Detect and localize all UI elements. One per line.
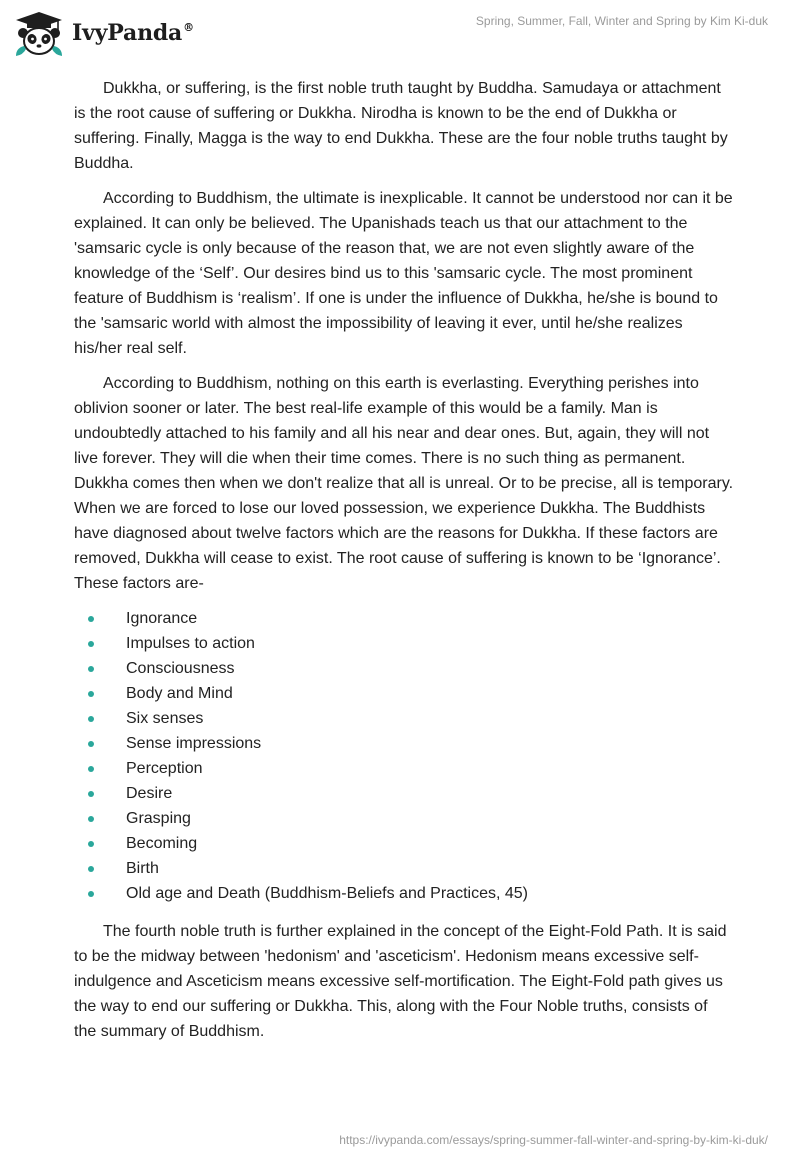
factors-list [74, 606, 734, 906]
registered-mark: ® [183, 21, 194, 34]
list-item [74, 781, 734, 806]
list-item [74, 656, 734, 681]
bullet-icon [88, 741, 94, 747]
list-item [74, 681, 734, 706]
bullet-icon [88, 766, 94, 772]
paragraph-3: According to Buddhism, nothing on this earth is everlasting. Everything perishes into oblivion sooner or later. The best real-life example of this would be a family. Man is undoubtedly attached to his family and all his near and dear ones. But, again, they will not live forever. They will die when their time comes. There is no such thing as permanent. Dukkha comes then when we don't realize that all is unreal. Or to be precise, all is temporary. When we are forced to lose our loved possession, we experience Dukkha. The Buddhists have diagnosed about twelve factors which are the reasons for Dukkha. If these factors are removed, Dukkha will cease to exist. The root cause of suffering is known to be ‘Ignorance’. These factors are- [74, 375, 734, 592]
panda-graduate-icon [14, 10, 64, 56]
list-item-text: Ignorance [126, 610, 198, 627]
ivypanda-logo[interactable] [14, 8, 194, 58]
logo-text: IvyPanda [72, 20, 183, 46]
bullet-icon [88, 641, 94, 647]
list-item-text: Old age and Death (Buddhism-Beliefs and Practices, 45) [126, 885, 528, 902]
list-item [74, 606, 734, 631]
bullet-icon [88, 816, 94, 822]
bullet-icon [88, 666, 94, 672]
list-item [74, 706, 734, 731]
list-item [74, 856, 734, 881]
bullet-icon [88, 716, 94, 722]
list-item-text: Becoming [126, 835, 198, 852]
bullet-icon [88, 791, 94, 797]
list-item [74, 881, 734, 906]
list-item-text: Sense impressions [126, 735, 262, 752]
list-item-text: Six senses [126, 710, 204, 727]
bullet-icon [88, 866, 94, 872]
document-title: Spring, Summer, Fall, Winter and Spring by Kim Ki-duk [475, 14, 768, 28]
essay-body [74, 76, 734, 1054]
list-item [74, 831, 734, 856]
list-item-text: Consciousness [126, 660, 235, 677]
bullet-icon [88, 841, 94, 847]
paragraph-4: The fourth noble truth is further explained in the concept of the Eight-Fold Path. It is said to be the midway between 'hedonism' and 'asceticism'. Hedonism means excessive self-indulgence and Asceticism means excessive self-mortification. The Eight-Fold path gives us the way to end our suffering or Dukkha. This, along with the Four Noble truths, consists of the summary of Buddhism. [74, 923, 727, 1040]
list-item [74, 756, 734, 781]
source-url[interactable]: https://ivypanda.com/essays/spring-summer-fall-winter-and-spring-by-kim-ki-duk/ [339, 1133, 768, 1147]
list-item-text: Body and Mind [126, 685, 233, 702]
list-item-text: Desire [126, 785, 173, 802]
list-item-text: Impulses to action [126, 635, 255, 652]
list-item-text: Perception [126, 760, 203, 777]
bullet-icon [88, 616, 94, 622]
bullet-icon [88, 891, 94, 897]
page-header [0, 0, 800, 70]
paragraph-1: Dukkha, or suffering, is the first noble truth taught by Buddha. Samudaya or attachment is the root cause of suffering or Dukkha. Nirodha is known to be the end of Dukkha or suffering. Finally, Magga is the way to end Dukkha. These are the four noble truths taught by Buddha. [74, 80, 728, 172]
list-item-text: Grasping [126, 810, 191, 827]
logo-wordmark [72, 20, 194, 46]
list-item [74, 731, 734, 756]
paragraph-2: According to Buddhism, the ultimate is inexplicable. It cannot be understood nor can it be explained. It can only be believed. The Upanishads teach us that our attachment to the 'samsaric cycle is only because of the reason that, we are not even slightly aware of the knowledge of the ‘Self’. Our desires bind us to this 'samsaric cycle. The most prominent feature of Buddhism is ‘realism’. If one is under the influence of Dukkha, he/she is bound to the 'samsaric world with almost the impossibility of leaving it ever, until he/she realizes his/her real self. [74, 190, 733, 357]
list-item [74, 806, 734, 831]
list-item-text: Birth [126, 860, 159, 877]
list-item [74, 631, 734, 656]
bullet-icon [88, 691, 94, 697]
